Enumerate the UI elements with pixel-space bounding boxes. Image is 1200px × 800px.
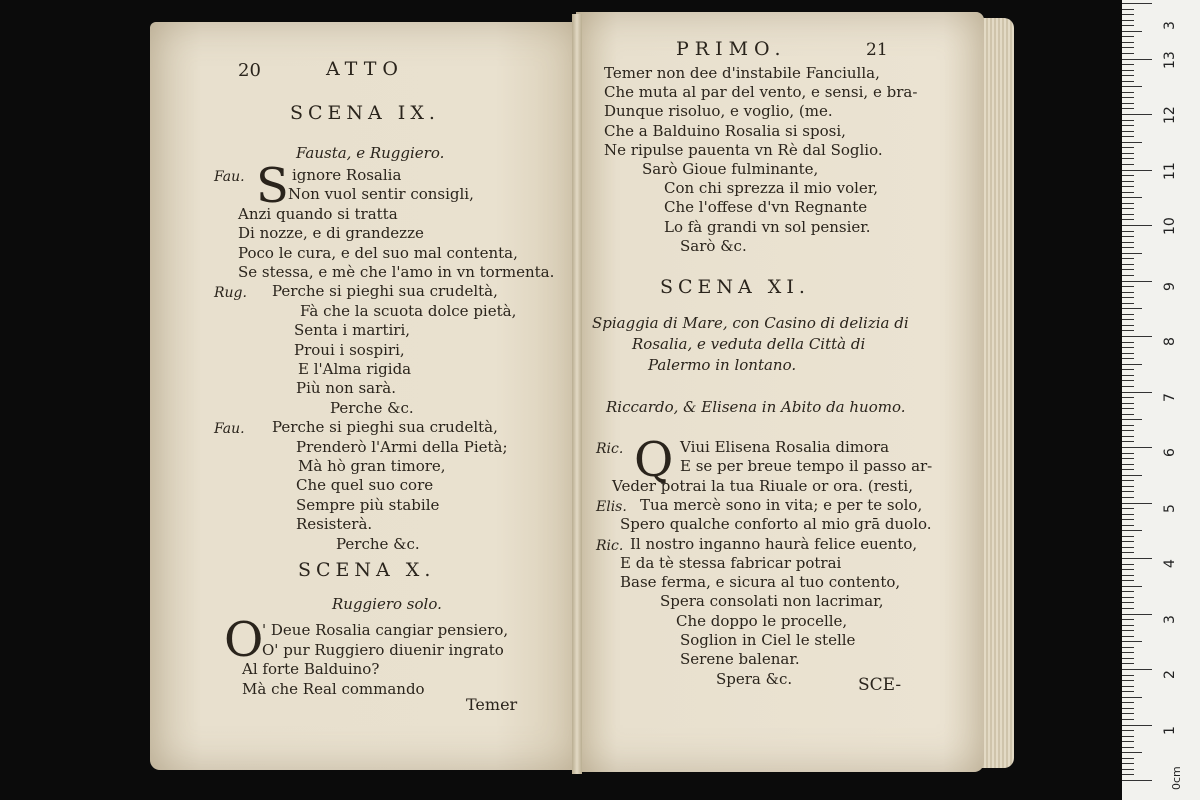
ruler-tick [1122,153,1134,154]
verse-line: Sarò &c. [680,236,747,255]
ruler-tick [1122,103,1134,104]
ruler-tick [1122,81,1134,82]
ruler-tick [1122,575,1134,576]
verse-line: Mà hò gran timore, [298,457,446,475]
ruler-tick [1122,614,1152,615]
ruler-tick [1122,97,1134,98]
verse-line: ignore Rosalia [292,166,402,184]
ruler-tick [1122,369,1134,370]
ruler-tick [1122,491,1134,492]
verse-line: Perche &c. [336,534,420,553]
ruler-tick [1122,108,1134,109]
ruler-tick [1122,9,1134,10]
ruler-tick [1122,231,1134,232]
verse-line: Perche si pieghi sua crudeltà, [272,282,498,301]
ruler-number: 1 [1162,725,1178,735]
ruler-tick [1122,131,1134,132]
verse-line: Senta i martiri, [294,321,411,340]
verse-line: Spero qualche conforto al mio grā duolo. [620,515,932,534]
ruler-tick [1122,697,1142,698]
ruler-tick [1122,225,1152,226]
ruler-tick [1122,508,1134,509]
ruler-tick [1122,769,1134,770]
ruler-tick [1122,125,1134,126]
speaker-label: Fau. [214,421,245,438]
ruler-tick [1122,675,1134,676]
ruler-tick [1122,403,1134,404]
ruler-tick [1122,314,1134,315]
verse-line: Poco le cura, e del suo mal contenta, [238,243,518,262]
ruler-tick [1122,42,1134,43]
setting-line: Rosalia, e veduta della Città di [632,335,866,353]
verse-line: Temer non dee d'instabile Fanciulla, [604,64,880,82]
verse-line: Il nostro inganno haurà felice euento, [630,534,918,553]
right-running-head: PRIMO. [676,38,787,60]
ruler-number: 12 [1162,106,1178,124]
ruler-tick [1122,747,1134,748]
ruler-tick [1122,630,1134,631]
ruler-tick [1122,286,1134,287]
ruler-tick [1122,358,1134,359]
ruler-tick [1122,325,1134,326]
ruler-tick [1122,342,1134,343]
ruler-tick [1122,469,1134,470]
ruler-tick [1122,242,1134,243]
verse-line: E da tè stessa fabricar potrai [620,553,842,572]
right-page-number: 21 [866,40,888,60]
ruler-tick [1122,92,1134,93]
verse-line: Spera &c. [716,669,793,688]
verse-line: Resisterà. [296,515,373,534]
scene-ix-title: SCENA IX. [290,102,440,124]
ruler-tick [1122,380,1134,381]
scene-x-title: SCENA X. [298,559,436,581]
verse-line: Con chi sprezza il mio voler, [664,179,879,198]
ruler-tick [1122,752,1142,753]
ruler-tick [1122,552,1134,553]
ruler-tick [1122,192,1134,193]
ruler-tick [1122,3,1152,4]
ruler-tick [1122,441,1134,442]
measurement-ruler [1122,0,1200,800]
ruler-tick [1122,730,1134,731]
scene-xi-title: SCENA XI. [660,276,810,298]
book-gutter [572,14,582,774]
ruler-tick [1122,475,1142,476]
verse-line: E l'Alma rigida [298,360,412,378]
verse-line: Se stessa, e mè che l'amo in vn tormenta. [238,263,555,281]
ruler-tick [1122,497,1134,498]
scene-xi-subtitle: Riccardo, & Elisena in Abito da huomo. [606,398,906,416]
ruler-tick [1122,652,1134,653]
ruler-tick [1122,547,1134,548]
scene-ix-subtitle: Fausta, e Ruggiero. [296,144,445,162]
ruler-tick [1122,136,1134,137]
ruler-tick [1122,303,1134,304]
ruler-tick [1122,741,1134,742]
verse-line: Viui Elisena Rosalia dimora [680,438,890,456]
ruler-tick [1122,59,1152,60]
ruler-tick [1122,397,1134,398]
speaker-label: Fau. [214,169,245,185]
verse-line: Fà che la scuota dolce pietà, [300,301,517,320]
verse-line: Più non sarà. [296,379,396,398]
ruler-tick [1122,247,1134,248]
ruler-tick [1122,774,1134,775]
ruler-number: 2 [1162,670,1178,679]
ruler-tick [1122,120,1134,121]
ruler-tick [1122,269,1134,270]
ruler-tick [1122,586,1142,587]
ruler-tick [1122,736,1134,737]
left-page-number: 20 [238,60,261,81]
ruler-tick [1122,525,1134,526]
ruler-tick [1122,602,1134,603]
ruler-tick [1122,186,1134,187]
ruler-tick [1122,114,1152,115]
verse-line: Perche &c. [330,398,414,417]
verse-line: O' pur Ruggiero diuenir ingrato [262,640,504,659]
ruler-number: 4 [1162,559,1178,568]
ruler-tick [1122,86,1142,87]
verse-line: Proui i sospiri, [294,340,405,359]
ruler-tick [1122,70,1134,71]
ruler-tick [1122,758,1134,759]
verse-line: Sarò Gioue fulminante, [642,160,819,178]
ruler-tick [1122,264,1134,265]
setting-line: Palermo in lontano. [648,356,797,374]
verse-line: Di nozze, e di grandezze [238,224,424,243]
left-catchword: Temer [466,695,518,714]
ruler-tick [1122,636,1134,637]
verse-line: Soglion in Ciel le stelle [680,631,856,649]
ruler-number: 5 [1162,503,1178,513]
ruler-tick [1122,258,1134,259]
ruler-tick [1122,658,1134,659]
verse-line: Ne ripulse pauenta vn Rè dal Soglio. [604,140,883,159]
verse-line: Che doppo le procelle, [676,611,848,630]
ruler-tick [1122,503,1152,504]
ruler-tick [1122,203,1134,204]
ruler-unit-label: 0cm [1170,766,1183,790]
ruler-tick [1122,319,1134,320]
ruler-tick [1122,608,1134,609]
ruler-tick [1122,236,1134,237]
ruler-tick [1122,197,1142,198]
ruler-tick [1122,253,1142,254]
ruler-tick [1122,158,1134,159]
ruler-tick [1122,619,1134,620]
verse-line: Al forte Balduino? [242,660,380,678]
ruler-tick [1122,170,1152,171]
ruler-tick [1122,530,1142,531]
ruler-tick [1122,414,1134,415]
ruler-tick [1122,64,1134,65]
verse-line: Base ferma, e sicura al tuo contento, [620,573,901,592]
ruler-tick [1122,75,1134,76]
ruler-tick [1122,208,1134,209]
ruler-tick [1122,25,1134,26]
ruler-tick [1122,147,1134,148]
ruler-tick [1122,436,1134,437]
scene-x-subtitle: Ruggiero solo. [332,595,442,613]
ruler-tick [1122,625,1134,626]
verse-line: ' Deue Rosalia cangiar pensiero, [262,621,509,639]
ruler-tick [1122,591,1134,592]
ruler-tick [1122,713,1134,714]
ruler-tick [1122,14,1134,15]
ruler-tick [1122,175,1134,176]
ruler-number: 3 [1162,614,1178,624]
ruler-tick [1122,514,1134,515]
ruler-tick [1122,419,1142,420]
ruler-tick [1122,347,1134,348]
verse-line: E se per breue tempo il passo ar- [680,457,933,476]
speaker-label: Ric. [596,441,624,457]
ruler-tick [1122,663,1134,664]
ruler-tick [1122,725,1152,726]
ruler-tick [1122,453,1134,454]
ruler-tick [1122,219,1134,220]
setting-line: Spiaggia di Mare, con Casino di delizia di [592,314,909,332]
ruler-tick [1122,53,1134,54]
ruler-tick [1122,275,1134,276]
ruler-tick [1122,641,1142,642]
drop-cap-q: Q [634,432,674,488]
ruler-tick [1122,691,1134,692]
ruler-tick [1122,558,1152,559]
speaker-label: Ric. [596,537,624,554]
ruler-tick [1122,541,1134,542]
speaker-label: Elis. [596,498,627,515]
ruler-tick [1122,20,1134,21]
ruler-tick [1122,281,1152,282]
verse-line: Non vuol sentir consigli, [288,185,474,204]
ruler-tick [1122,181,1134,182]
verse-line: Perche si pieghi sua crudeltà, [272,418,498,437]
ruler-tick [1122,408,1134,409]
ruler-tick [1122,297,1134,298]
ruler-tick [1122,375,1134,376]
verse-line: Tua mercè sono in vita; e per te solo, [640,495,923,514]
verse-line: Dunque risoluo, e voglio, (me. [604,102,833,121]
ruler-tick [1122,780,1152,781]
ruler-tick [1122,536,1134,537]
ruler-tick [1122,425,1134,426]
ruler-top-number: 3 [1162,21,1178,30]
ruler-tick [1122,464,1134,465]
verse-line: Che l'offese d'vn Regnante [664,198,868,217]
ruler-number: 10 [1162,217,1178,235]
ruler-tick [1122,702,1134,703]
ruler-number: 7 [1162,392,1178,402]
verse-line: Anzi quando si tratta [238,204,398,223]
ruler-number: 9 [1162,281,1178,291]
ruler-tick [1122,36,1134,37]
verse-line: Spera consolati non lacrimar, [660,592,884,611]
ruler-tick [1122,330,1134,331]
verse-line: Che quel suo core [296,476,434,495]
ruler-tick [1122,142,1142,143]
ruler-tick [1122,292,1134,293]
speaker-label: Rug. [214,285,247,302]
ruler-tick [1122,458,1134,459]
ruler-tick [1122,564,1134,565]
ruler-tick [1122,708,1134,709]
ruler-tick [1122,680,1134,681]
verse-line: Che muta al par del vento, e sensi, e bra- [604,83,918,102]
ruler-tick [1122,519,1134,520]
ruler-number: 13 [1162,50,1178,69]
ruler-tick [1122,392,1152,393]
ruler-tick [1122,763,1134,764]
verse-line: Veder potrai la tua Riuale or ora. (resti, [612,476,913,495]
ruler-number: 8 [1162,337,1178,346]
verse-line: Sempre più stabile [296,495,440,514]
ruler-tick [1122,719,1134,720]
ruler-tick [1122,447,1152,448]
ruler-number: 11 [1162,161,1178,180]
verse-line: Prenderò l'Armi della Pietà; [296,437,508,456]
ruler-tick [1122,569,1134,570]
ruler-tick [1122,686,1134,687]
ruler-tick [1122,164,1134,165]
ruler-tick [1122,486,1134,487]
ruler-tick [1122,364,1142,365]
ruler-tick [1122,336,1152,337]
ruler-tick [1122,480,1134,481]
ruler-tick [1122,386,1134,387]
ruler-tick [1122,308,1142,309]
ruler-tick [1122,647,1134,648]
drop-cap-s: S [256,158,289,214]
left-running-head: ATTO [326,58,404,80]
verse-line: Mà che Real commando [242,679,425,698]
ruler-tick [1122,430,1134,431]
ruler-tick [1122,669,1152,670]
ruler-tick [1122,47,1134,48]
drop-cap-o: O [224,612,264,668]
verse-line: Lo fà grandi vn sol pensier. [664,217,871,236]
verse-line: Serene balenar. [680,650,800,669]
ruler-tick [1122,597,1134,598]
right-catchword: SCE- [858,675,902,695]
ruler-tick [1122,580,1134,581]
verse-line: Che a Balduino Rosalia si sposi, [604,121,846,140]
ruler-tick [1122,353,1134,354]
ruler-tick [1122,214,1134,215]
ruler-number: 6 [1162,448,1178,457]
ruler-tick [1122,31,1142,32]
